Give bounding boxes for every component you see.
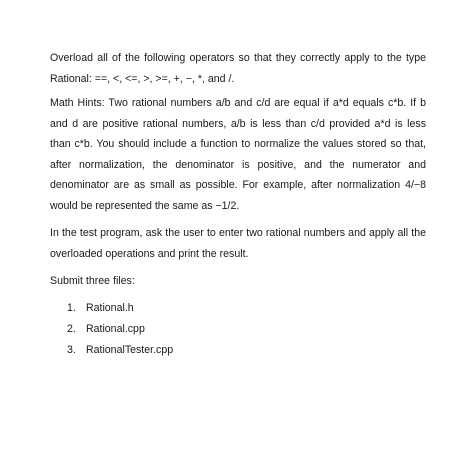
list-item-filename: RationalTester.cpp [85, 343, 174, 356]
list-item-filename: Rational.h [85, 301, 134, 314]
submit-heading: Submit three files: [50, 275, 135, 287]
instructions-paragraph: Overload all of the following operators so that they correctly apply to the type Rational: ==, <, <=, >, >=, +, −, *, and /. [50, 52, 426, 85]
list-item [67, 298, 426, 319]
list-item [67, 319, 426, 340]
list-item-number: 3. [67, 343, 76, 356]
list-item [67, 340, 426, 361]
test-program-paragraph: In the test program, ask the user to enter two rational numbers and apply all the overloaded operations and print the result. [50, 227, 426, 260]
list-item-number: 1. [67, 301, 76, 314]
file-list [50, 298, 426, 361]
document-body [50, 48, 426, 361]
list-item-filename: Rational.cpp [85, 322, 145, 335]
list-item-number: 2. [67, 322, 76, 335]
math-hints-paragraph: Math Hints: Two rational numbers a/b and c/d are equal if a*d equals c*b. If b and d are positive rational numbers, a/b is less than c/d provided a*d is less than c*b. You should include a function to normalize the values stored so that, after normalization, the denominator is positive, and the numerator and denominator are as small as possible. For example, after normalization 4/−8 would be represented the same as −1/2. [50, 97, 426, 212]
